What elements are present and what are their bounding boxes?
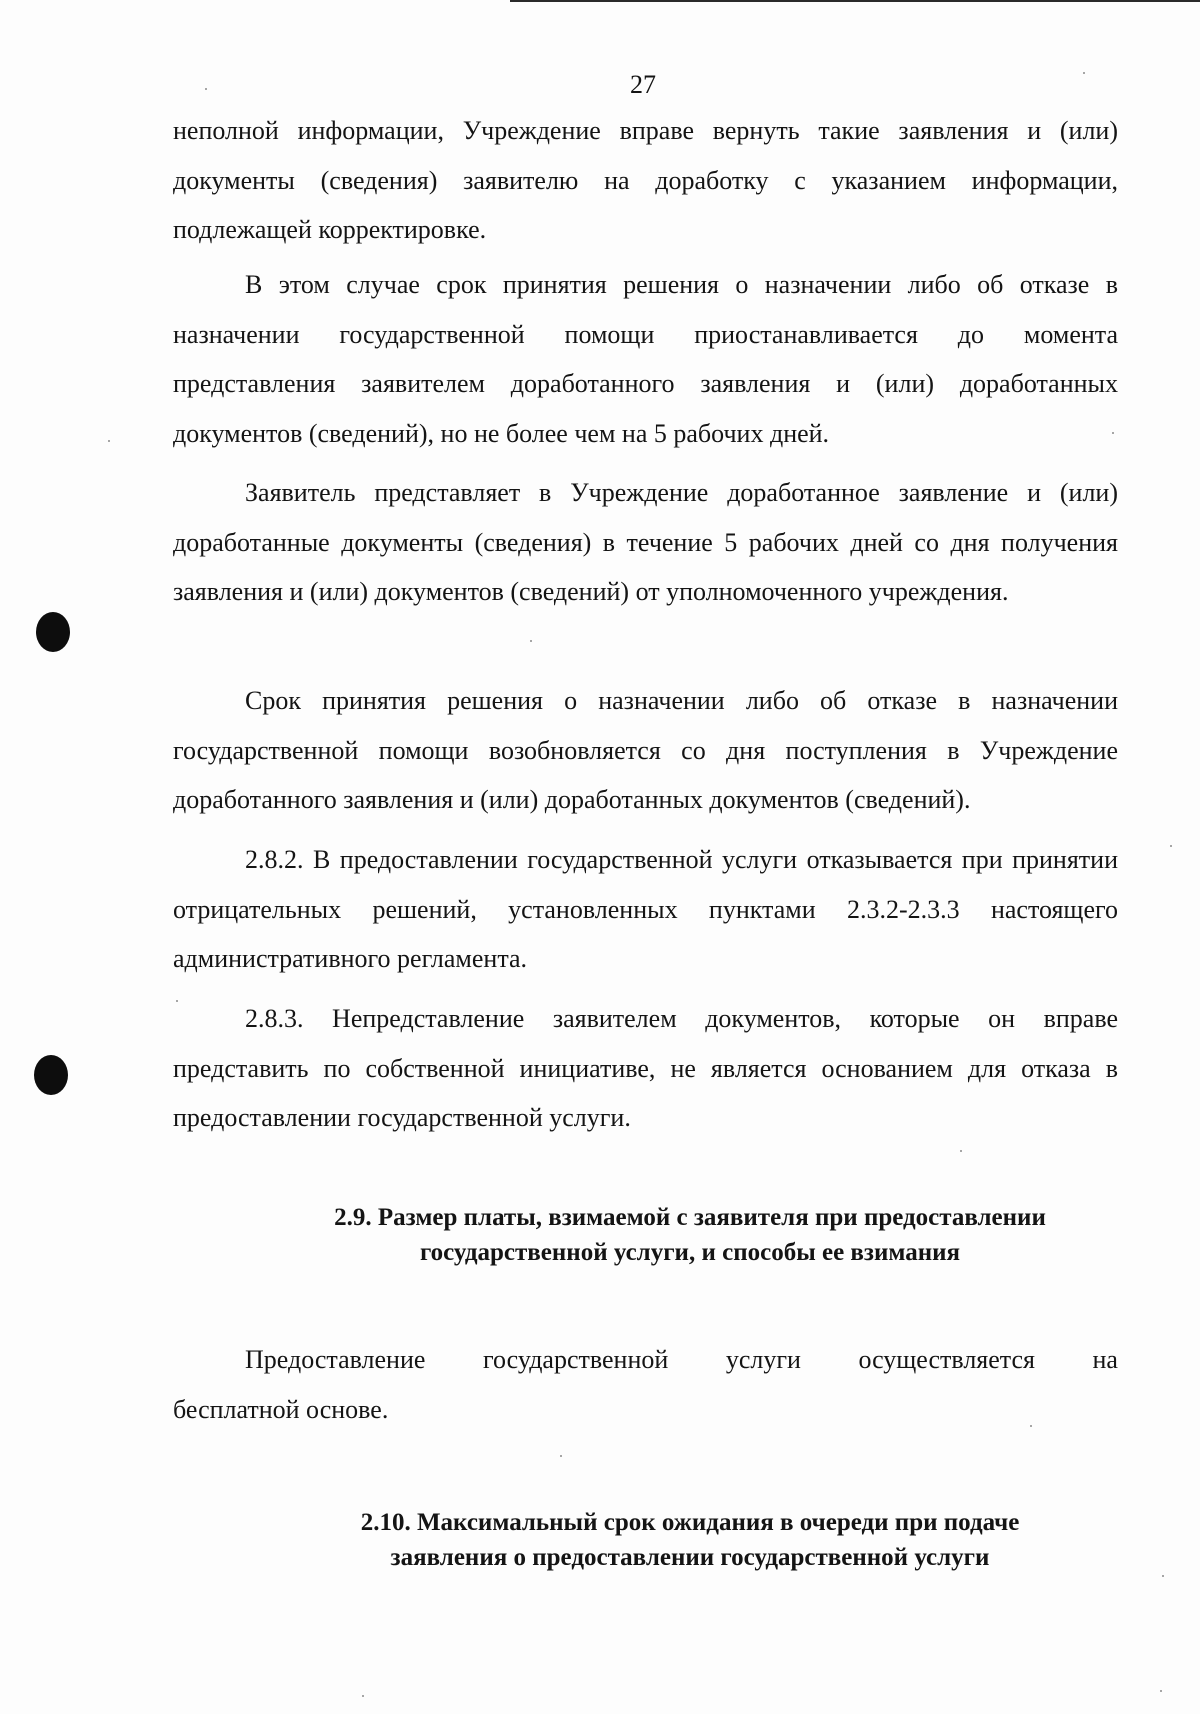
section-heading-2-9-line1: 2.9. Размер платы, взимаемой с заявителя при предоставлении [334,1204,1046,1231]
scan-speck [1030,1425,1032,1427]
section-heading-2-9-line2: государственной услуги, и способы ее взимания [419,1239,961,1266]
scan-speck [362,1695,364,1697]
word: осуществляется [858,1345,1035,1374]
scan-speck [1083,72,1085,74]
paragraph-2-8-2: 2.8.2. В предоставлении государственной услуги отказывается при принятии отрицательных решений, установленных пунктами 2.3.2-2.3.3 настоящего административного регламента. [173,845,1118,973]
binder-hole-mark [36,612,70,652]
paragraph-continuation: неполной информации, Учреждение вправе вернуть такие заявления и (или) документы (сведения) заявителю на доработку с указанием информации, подлежащей корректировке. [173,116,1118,244]
paragraph-free-of-charge-line2: бесплатной основе. [173,1394,389,1424]
scan-speck [960,1150,962,1152]
scan-speck [108,440,110,442]
scan-speck [205,88,207,90]
section-heading-2-10-line2: заявления о предоставлении государственной услуги [390,1544,990,1571]
paragraph-2-8-3: 2.8.3. Непредставление заявителем документов, которые он вправе представить по собственной инициативе, не является основанием для отказа в предоставлении государственной услуги. [173,1004,1118,1132]
scan-speck [1112,432,1114,434]
top-edge-rule [510,0,1200,2]
scan-speck [1160,1690,1162,1692]
section-heading-2-10-line1: 2.10. Максимальный срок ожидания в очереди при подаче [360,1509,1020,1536]
scan-speck [560,1455,562,1457]
scan-speck [176,1000,178,1002]
word: Предоставление [245,1345,426,1374]
word: услуги [725,1345,801,1374]
word: государственной [482,1345,669,1374]
word: на [1092,1345,1118,1374]
page-number: 27 [630,70,656,99]
section-heading-2-10 [250,1505,1130,1575]
scan-speck [530,640,532,642]
section-heading-2-9 [250,1200,1130,1270]
scan-speck [1162,1575,1164,1577]
paragraph-free-of-charge-line1 [173,1335,1118,1385]
paragraph-applicant-submission: Заявитель представляет в Учреждение доработанное заявление и (или) доработанные документы (сведения) в течение 5 рабочих дней со дня получения заявления и (или) документов (сведений) от уполномоченного учреждения. [173,478,1118,606]
binder-hole-mark [34,1055,68,1095]
paragraph-term-resumption: Срок принятия решения о назначении либо об отказе в назначении государственной помощи возобновляется со дня поступления в Учреждение доработанного заявления и (или) доработанных документов (сведений). [173,686,1118,814]
scan-speck [1170,845,1172,847]
paragraph-suspension-term: В этом случае срок принятия решения о назначении либо об отказе в назначении государственной помощи приостанавливается до момента представления заявителем доработанного заявления и (или) доработанных документов (сведений), но не более чем на 5 рабочих дней. [173,270,1118,448]
paragraph-free-of-charge [173,1335,1118,1434]
